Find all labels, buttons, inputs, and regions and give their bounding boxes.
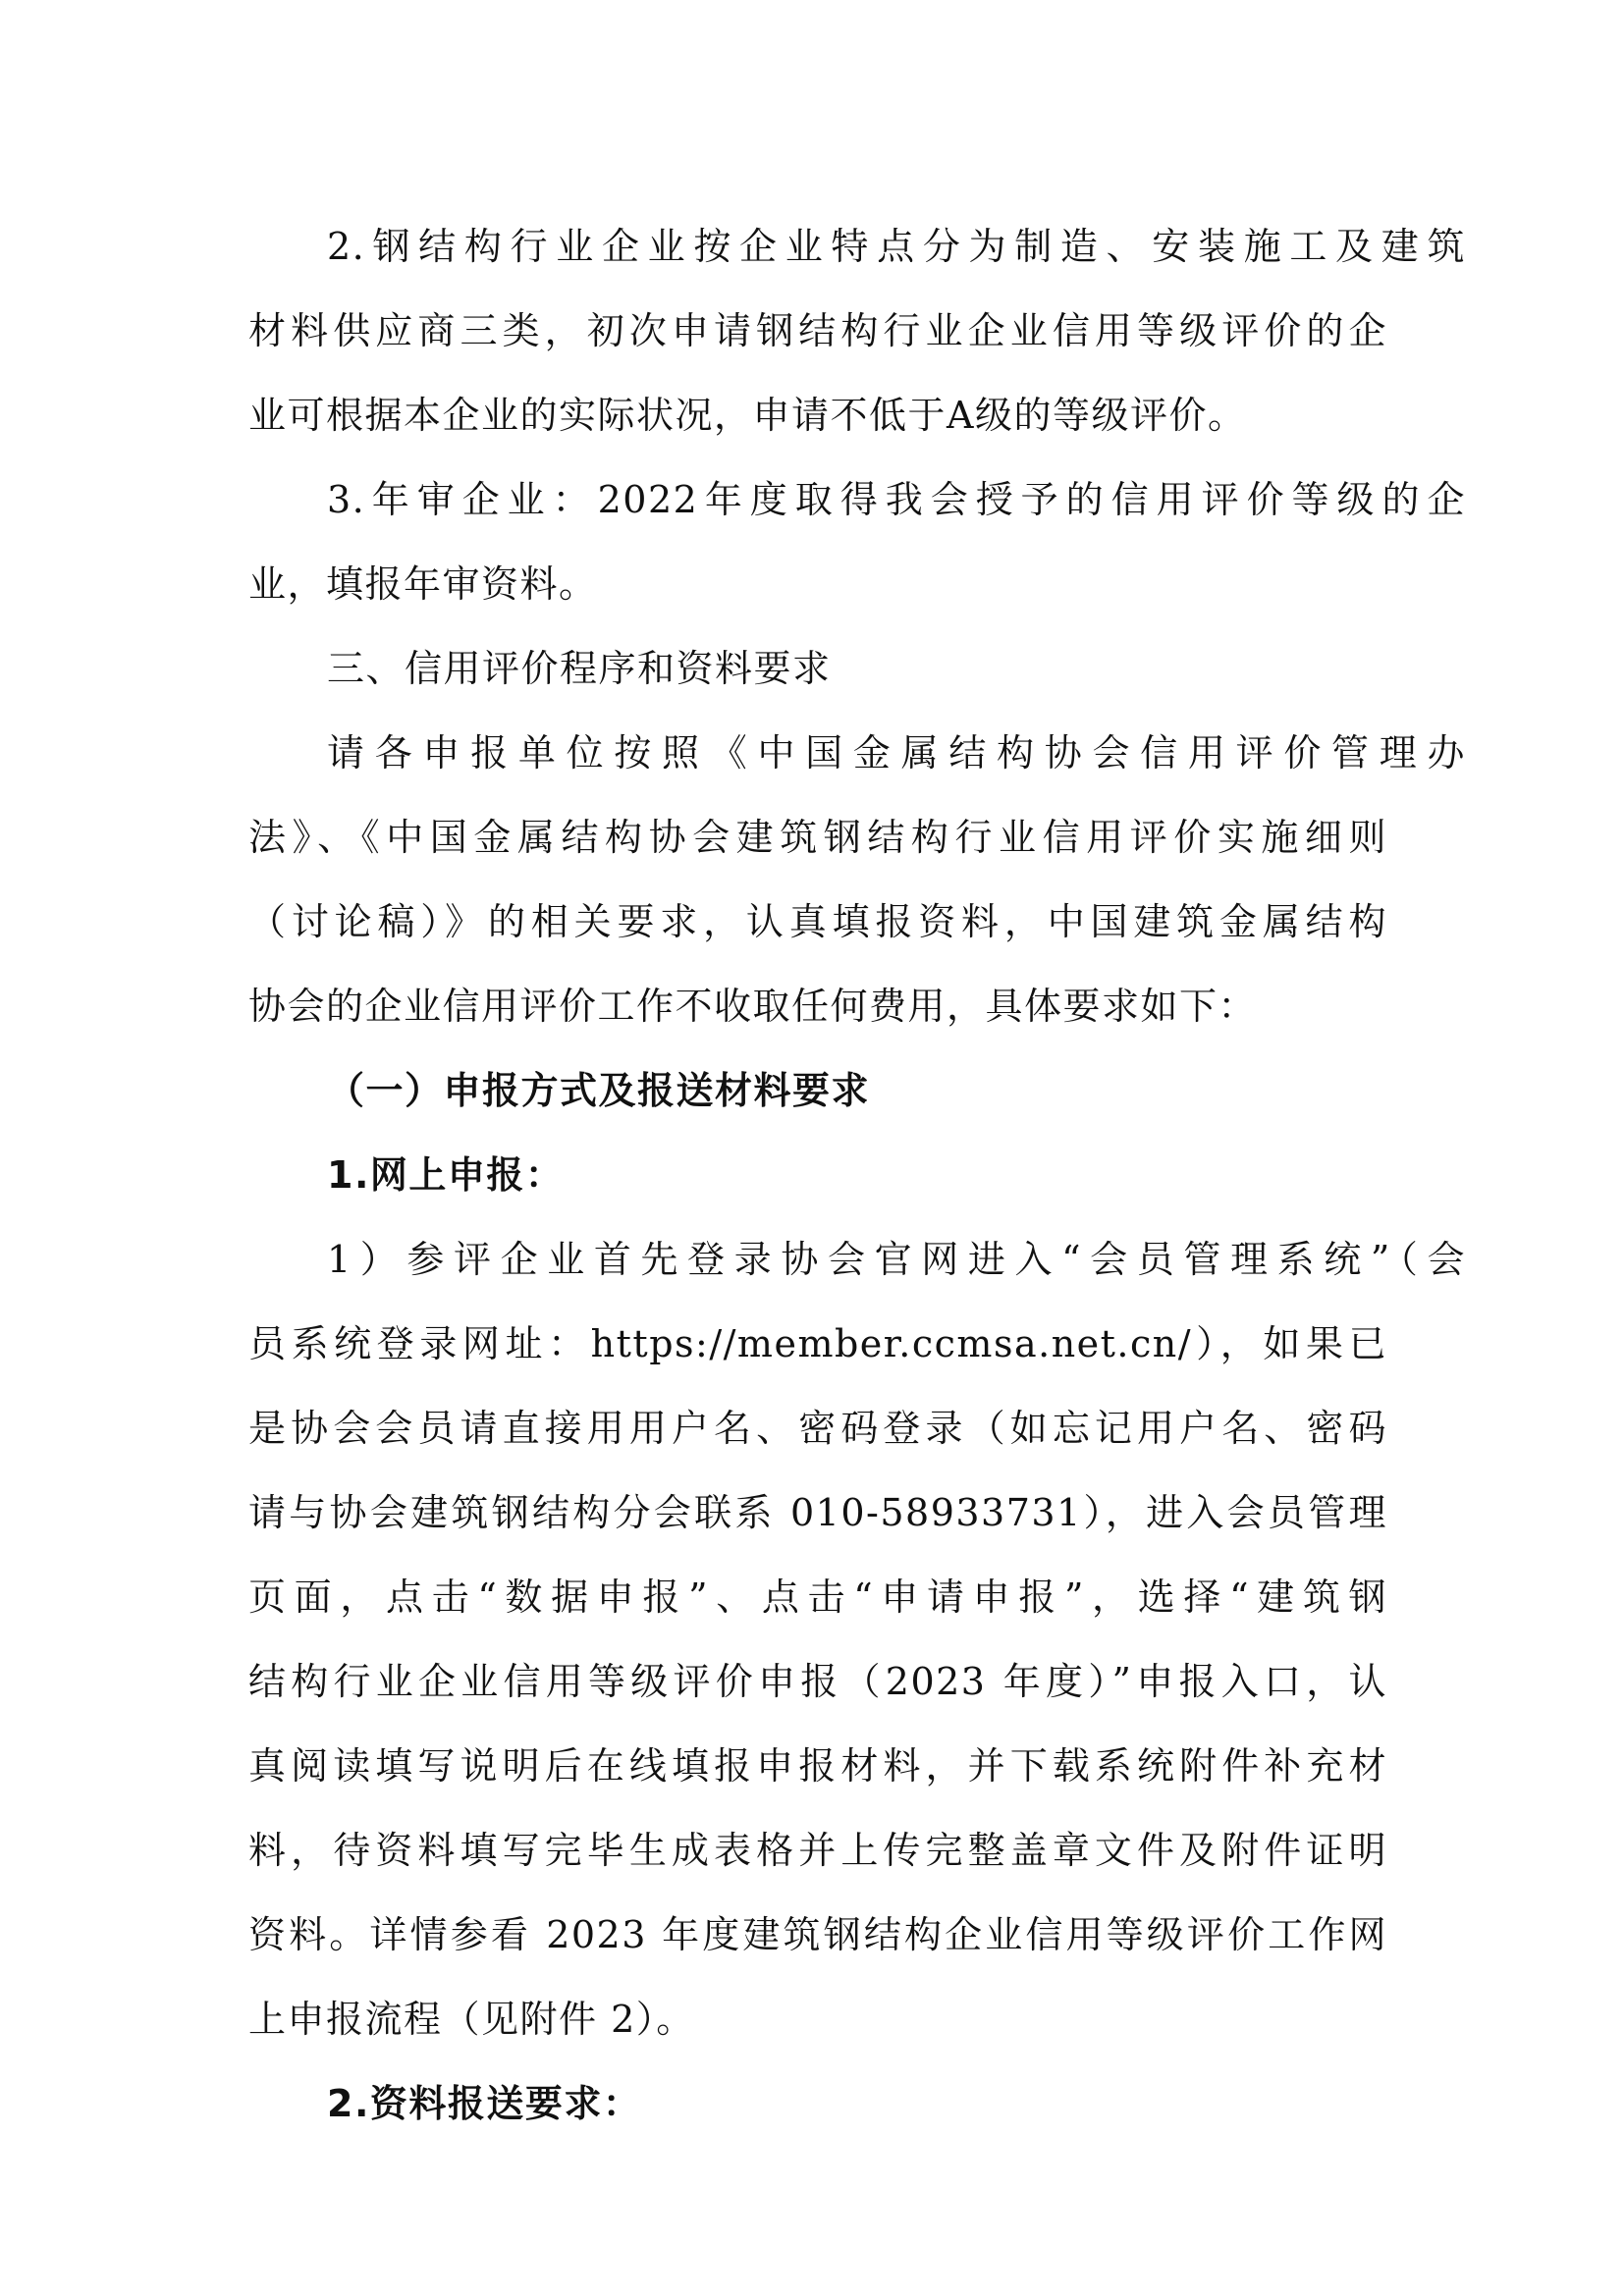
- item-heading: 2.资料报送要求：: [327, 2082, 642, 2125]
- paragraph-line: 业，填报年审资料。: [248, 562, 598, 606]
- paragraph-line: 协会的企业信用评价工作不收取任何费用，具体要求如下：: [248, 985, 1258, 1028]
- paragraph-line: 2.钢结构行业企业按企业特点分为制造、安装施工及建筑: [327, 225, 1466, 268]
- paragraph-line: 请与协会建筑钢结构分会联系 010-58933731），进入会员管理: [248, 1491, 1387, 1534]
- paragraph-line: （讨论稿）》的相关要求，认真填报资料，中国建筑金属结构: [248, 900, 1387, 943]
- paragraph-line: 料，待资料填写完毕生成表格并上传完整盖章文件及附件证明: [248, 1829, 1387, 1872]
- paragraph-line: 页面，点击“数据申报”、点击“申请申报”，选择“建筑钢: [248, 1575, 1387, 1619]
- paragraph-line: 请各申报单位按照《中国金属结构协会信用评价管理办: [327, 731, 1466, 774]
- paragraph-line: 是协会会员请直接用用户名、密码登录（如忘记用户名、密码: [248, 1407, 1387, 1450]
- paragraph-line: 业可根据本企业的实际状况，申请不低于A级的等级评价。: [248, 394, 1247, 437]
- paragraph-line: 员系统登录网址：https://member.ccmsa.net.cn/），如果已: [248, 1322, 1387, 1365]
- paragraph-line: 3.年审企业：2022年度取得我会授予的信用评价等级的企: [327, 478, 1466, 521]
- section-heading: 三、信用评价程序和资料要求: [327, 647, 832, 690]
- paragraph-line: 结构行业企业信用等级评价申报（2023 年度）”申报入口，认: [248, 1660, 1387, 1703]
- subsection-heading: （一）申报方式及报送材料要求: [327, 1069, 871, 1112]
- paragraph-line: 上申报流程（见附件 2）。: [248, 1998, 695, 2041]
- paragraph-line: 材料供应商三类，初次申请钢结构行业企业信用等级评价的企: [248, 309, 1387, 352]
- paragraph-line: 资料。详情参看 2023 年度建筑钢结构企业信用等级评价工作网: [248, 1913, 1387, 1956]
- paragraph-line: 法》、《中国金属结构协会建筑钢结构行业信用评价实施细则: [248, 816, 1387, 859]
- paragraph-line: 真阅读填写说明后在线填报申报材料，并下载系统附件补充材: [248, 1744, 1387, 1788]
- item-heading: 1.网上申报：: [327, 1153, 565, 1197]
- paragraph-line: 1）参评企业首先登录协会官网进入“会员管理系统”（会: [327, 1238, 1466, 1281]
